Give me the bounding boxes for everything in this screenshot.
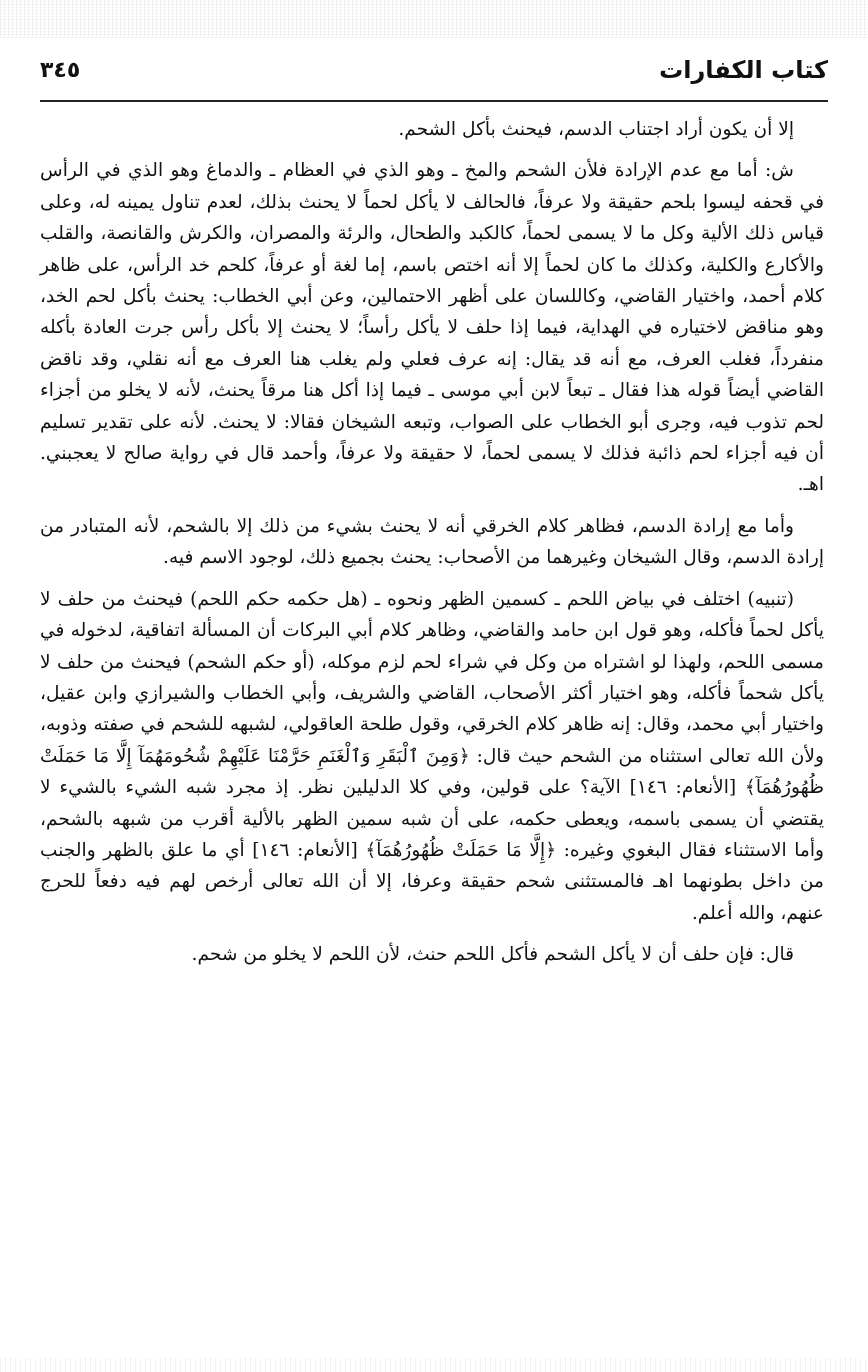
page-body (40, 114, 824, 971)
book-title: كتاب الكفارات (659, 56, 828, 84)
paragraph-1: إلا أن يكون أراد اجتناب الدسم، فيحنث بأكل الشحم. (398, 119, 794, 140)
header-divider (40, 100, 828, 102)
scan-noise-bottom (0, 1358, 868, 1372)
paragraph-5: قال: فإن حلف أن لا يأكل الشحم فأكل اللحم حنث، لأن اللحم لا يخلو من شحم. (191, 944, 794, 966)
paragraph-2: ش: أما مع عدم الإرادة فلأن الشحم والمخ ـ وهو الذي في العظام ـ والدماغ وهو الذي في الرأس في قحفه ليسوا بلحم حقيقة ولا عرفاً، فالحالف لا يأكل لحماً لا يحنث بذلك، لعدم تناول يمينه له، وعلى قياس ذلك الألية وكل ما لا يسمى لحماً، كالكبد والطحال، والرئة والمصران، والكرش والقانصة، والقلب والأكارع والكلية، وكذلك ما كان لحماً إلا أنه اختص باسم، إما لغة أو عرفاً، كلحم خد الرأس، على ظاهر كلام أحمد، واختيار القاضي، وكاللسان على أظهر الاحتمالين، وعن أبي الخطاب: يحنث بأكل لحم الخد، وهو مناقض لاختياره في الهداية، فيما إذا حلف لا يأكل رأساً؛ لا يحنث إلا بأكل رأس جرت العادة بأكله منفرداً، فغلب العرف، مع أنه قد يقال: إنه عرف فعلي ولم يغلب هنا العرف مع أنه نقلي، وقد ناقض القاضي أيضاً قوله هذا فقال ـ تبعاً لابن أبي موسى ـ فيما إذا أكل هنا مرقاً يحنث، لأنه لا يخلو من أجزاء لحم تذوب فيه، وجرى أبو الخطاب على الصواب، وتبعه الشيخان فقالا: لا يحنث. لأنه على تقدير تسليم أن فيه أجزاء لحم ذائبة فذلك لا يسمى لحماً، لا حقيقة ولا عرفاً، وأحمد قال في رواية صالح لا يعجبني. اهـ. (40, 160, 824, 496)
page-header (40, 56, 828, 96)
scan-noise-top (0, 0, 868, 38)
paragraph-4: (تنبيه) اختلف في بياض اللحم ـ كسمين الظهر ونحوه ـ (هل حكمه حكم اللحم) فيحنث من حلف لا يأكل لحماً فأكله، وهو قول ابن حامد والقاضي، وظاهر كلام أبي البركات أن المسألة اتفاقية، لدخوله في مسمى اللحم، ولهذا لو اشتراه من وكل في شراء لحم لزم موكله، (أو حكم الشحم) فيحنث من حلف لا يأكل شحماً فأكله، وهو اختيار أكثر الأصحاب، القاضي والشريف، وأبي الخطاب والشيرازي وابن عقيل، واختيار أبي محمد، وقال: إنه ظاهر كلام الخرقي، وقول طلحة العاقولي، لشبهه للشحم في صفته وذوبه، ولأن الله تعالى استثناه من الشحم حيث قال: ﴿وَمِنَ ٱلْبَقَرِ وَٱلْغَنَمِ حَرَّمْنَا عَلَيْهِمْ شُحُومَهُمَآ إِلَّا مَا حَمَلَتْ ظُهُورُهُمَآ﴾ [الأنعام: ١٤٦] الآية؟ على قولين، وفي كلا الدليلين نظر. إذ مجرد شبه الشيء بالشيء لا يقتضي أن يسمى باسمه، ويعطى حكمه، على أن شبه سمين الظهر بالألية أقرب من شبهه بالشحم، وأما الاستثناء فقال البغوي وغيره: ﴿إِلَّا مَا حَمَلَتْ ظُهُورُهُمَآ﴾ [الأنعام: ١٤٦] أي ما علق بالظهر والجنب من داخل بطونهما اهـ فالمستثنى شحم حقيقة وعرفا، إلا أن الله تعالى أرخص لهم فيه دفعاً للحرج عنهم، والله أعلم. (40, 588, 824, 924)
paragraph-3: وأما مع إرادة الدسم، فظاهر كلام الخرقي أنه لا يحنث بشيء من ذلك إلا بالشحم، لأنه المتبادر من إرادة الدسم، وقال الشيخان وغيرهما من الأصحاب: يحنث بجميع ذلك، لوجود الاسم فيه. (40, 515, 824, 569)
page-number: ٣٤٥ (40, 58, 81, 83)
